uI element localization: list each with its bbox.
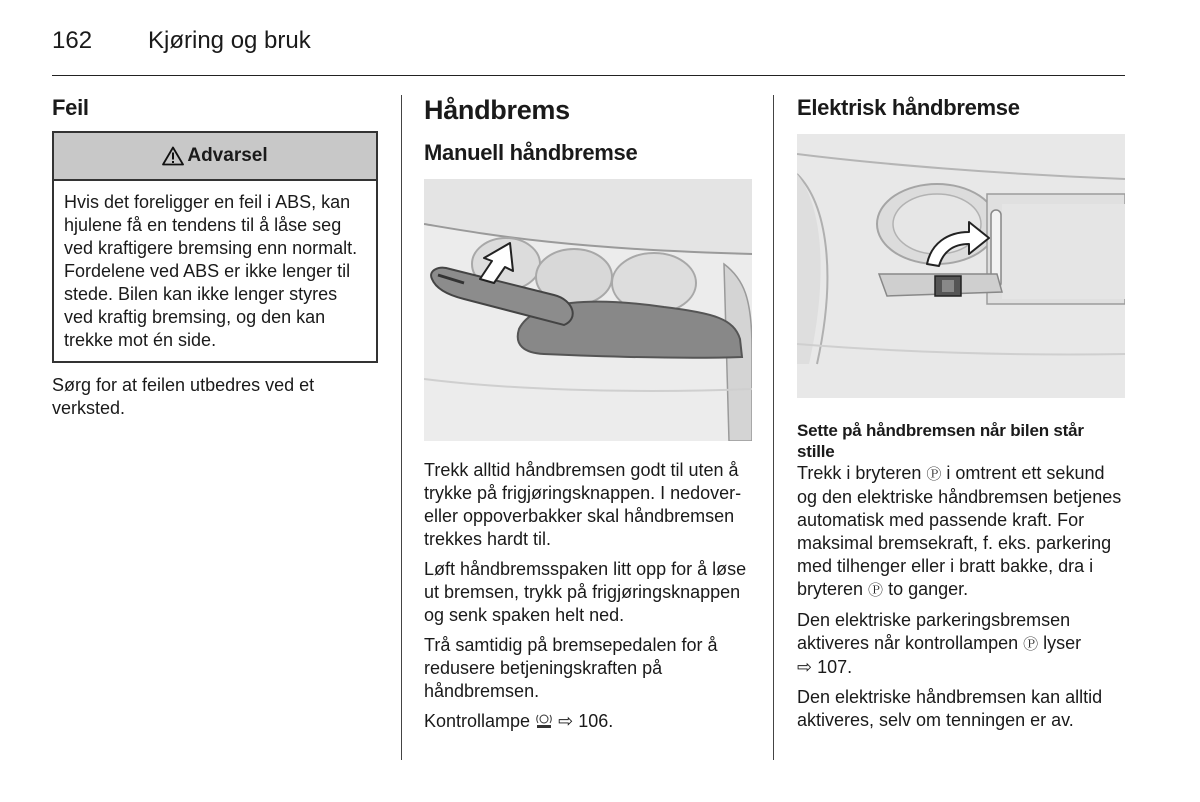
electric-parking-brake-switch-illustration — [797, 134, 1125, 398]
electric-paragraph-2 — [797, 609, 1125, 679]
page-number: 162 — [52, 27, 93, 54]
paragraph-1-part-c: to ganger. — [883, 579, 969, 599]
column-handbrems — [424, 95, 752, 733]
subheading-stille: Sette på håndbremsen når bilen står stille — [797, 421, 1084, 461]
warning-label: Advarsel — [187, 145, 268, 166]
electric-brake-figure — [797, 134, 1125, 398]
section-heading-handbrems: Håndbrems — [424, 95, 570, 125]
column-feil — [52, 95, 378, 420]
paragraph-1-part-a: Trekk i bryteren — [797, 463, 927, 483]
paragraph-2-part-b: lyser — [1038, 633, 1082, 653]
paragraph-2-part-a: Den elektriske parkeringsbremsen aktiveres når kontrollampen — [797, 610, 1071, 653]
warning-header — [54, 133, 376, 181]
p-symbol-icon: Ⓟ — [868, 582, 884, 599]
header-rule — [52, 75, 1125, 76]
subheading-manuell: Manuell håndbremse — [424, 140, 638, 165]
manual-handbrake-figure — [424, 179, 752, 441]
section-heading-feil: Feil — [52, 95, 89, 120]
warning-box — [52, 131, 378, 363]
manual-handbrake-lever-illustration — [424, 179, 752, 441]
manual-paragraph-2: Løft håndbremsspaken litt opp for å løse ut bremsen, trykk på frigjøringsknappen og senk spaken helt ned. — [424, 559, 747, 625]
electric-paragraph-1 — [797, 462, 1125, 602]
p-symbol-icon: Ⓟ — [926, 466, 942, 483]
reference-page-link[interactable]: 106. — [578, 711, 614, 731]
warning-triangle-icon — [162, 146, 184, 166]
section-heading-elektrisk: Elektrisk håndbremse — [797, 95, 1020, 120]
reference-arrow: ⇨ — [558, 711, 574, 731]
p-symbol-icon: Ⓟ — [1023, 636, 1039, 653]
brake-warning-lamp-icon — [535, 713, 553, 729]
column-elektrisk — [797, 95, 1125, 732]
reference-page-link[interactable]: 107. — [817, 657, 853, 677]
feil-paragraph: Sørg for at feilen utbedres ved et verksted. — [52, 375, 315, 418]
column-divider-1 — [401, 95, 402, 760]
warning-body — [54, 181, 376, 361]
column-divider-2 — [773, 95, 774, 760]
manual-reference — [424, 710, 752, 733]
reference-text: Kontrollampe — [424, 711, 531, 731]
reference-arrow: ⇨ — [797, 657, 813, 677]
paragraph-1-part-b: i omtrent ett sekund og den elektriske håndbremsen betjenes automatisk med passende kraft. For maksimal bremsekraft, f. eks. parkering med tilhenger eller i bratt bakke, dra i bryteren — [797, 463, 1122, 599]
manual-paragraph-1: Trekk alltid håndbremsen godt til uten å trykke på frigjøringsknappen. I nedover- eller oppoverbakker skal håndbremsen trekkes hardt til. — [424, 460, 742, 549]
manual-paragraph-3: Trå samtidig på bremsepedalen for å redusere betjeningskraften på håndbremsen. — [424, 635, 718, 701]
electric-paragraph-3: Den elektriske håndbremsen kan alltid aktiveres, selv om tenningen er av. — [797, 687, 1103, 730]
warning-text: Hvis det foreligger en feil i ABS, kan hjulene få en tendens til å låse seg ved kraftigere bremsing enn normalt. Fordelene ved ABS er ikke lenger til stede. Bilen kan ikke lenger styres ved kraftig bremsing, og den kan trekke mot én side. — [64, 192, 358, 350]
chapter-title: Kjøring og bruk — [148, 27, 311, 54]
